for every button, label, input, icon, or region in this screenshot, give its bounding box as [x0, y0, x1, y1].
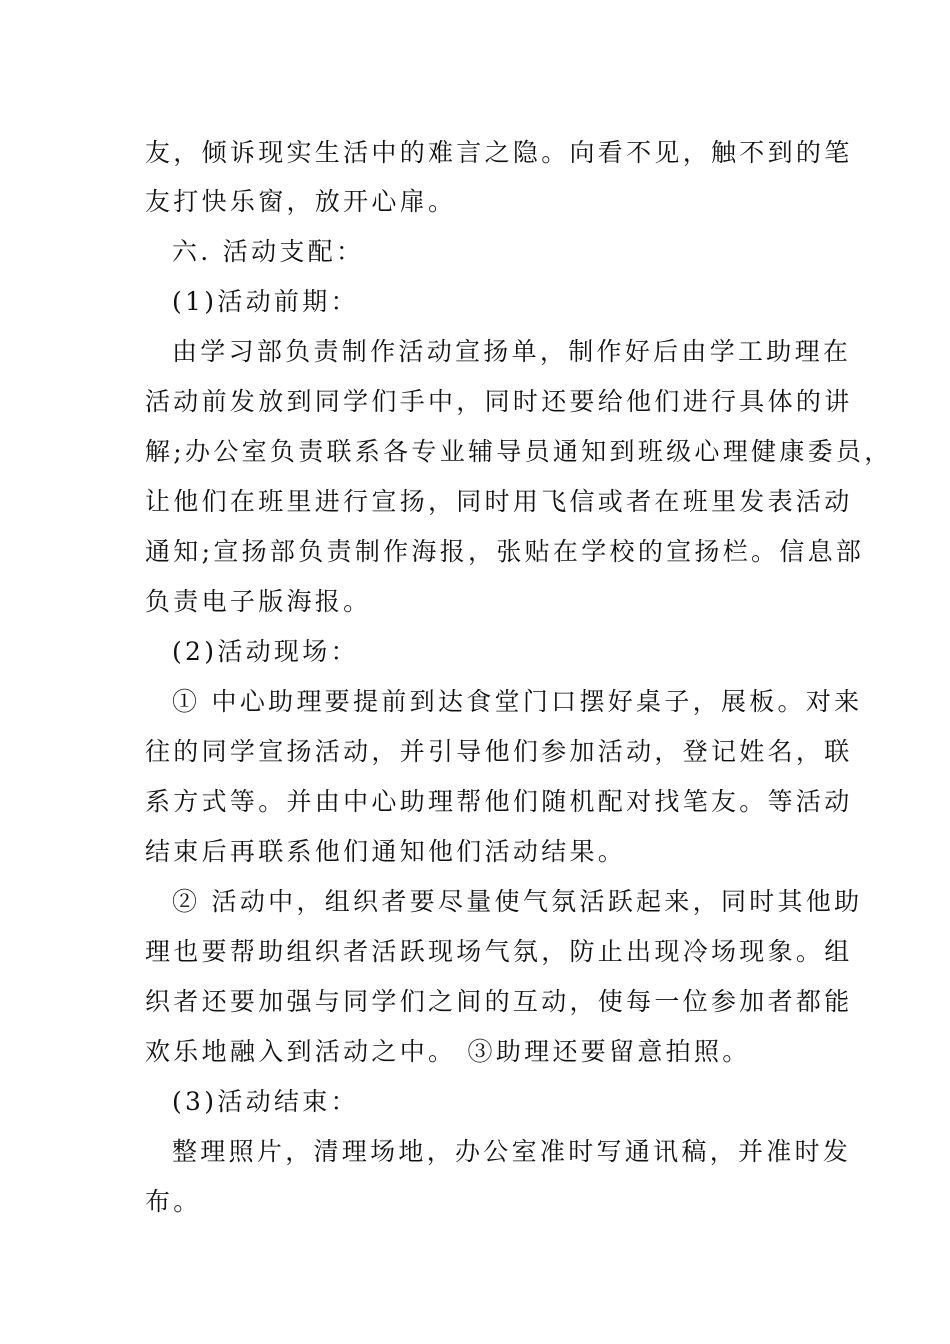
paragraph-line: 整理照片，清理场地，办公室准时写通讯稿，并准时发 — [172, 1137, 852, 1166]
paragraph-line: ② 活动中，组织者要尽量使气氛活跃起来，同时其他助 — [172, 887, 863, 916]
paragraph-line: 负责电子版海报。 — [145, 587, 372, 616]
paragraph-line: 由学习部负责制作活动宣扬单，制作好后由学工助理在 — [172, 337, 852, 366]
subsection-heading: (1)活动前期： — [172, 287, 359, 316]
paragraph-line: 往的同学宣扬活动，并引导他们参加活动，登记姓名，联 — [145, 737, 853, 766]
paragraph-line: 通知;宣扬部负责制作海报，张贴在学校的宣扬栏。信息部 — [145, 537, 865, 566]
paragraph-line: 系方式等。并由中心助理帮他们随机配对找笔友。等活动 — [145, 787, 853, 816]
paragraph-line: 活动前发放到同学们手中，同时还要给他们进行具体的讲 — [145, 387, 853, 416]
paragraph-line: 欢乐地融入到活动之中。 ③助理还要留意拍照。 — [145, 1037, 751, 1066]
paragraph-line: 友打快乐窗，放开心扉。 — [145, 187, 457, 216]
paragraph-line: 让他们在班里进行宣扬，同时用飞信或者在班里发表活动 — [145, 487, 853, 516]
paragraph-line: 理也要帮助组织者活跃现场气氛，防止出现冷场现象。组 — [145, 937, 853, 966]
paragraph-line: 织者还要加强与同学们之间的互动，使每一位参加者都能 — [145, 987, 853, 1016]
paragraph-line: 友，倾诉现实生活中的难言之隐。向看不见，触不到的笔 — [145, 138, 853, 167]
subsection-heading: (3)活动结束： — [172, 1087, 359, 1116]
subsection-heading: (2)活动现场： — [172, 637, 359, 666]
paragraph-line: 结束后再联系他们通知他们活动结果。 — [145, 837, 627, 866]
section-heading: 六. 活动支配： — [172, 237, 365, 266]
paragraph-line: ① 中心助理要提前到达食堂门口摆好桌子，展板。对来 — [172, 687, 863, 716]
paragraph-line: 布。 — [145, 1187, 202, 1216]
paragraph-line: 解;办公室负责联系各专业辅导员通知到班级心理健康委员， — [145, 437, 893, 466]
